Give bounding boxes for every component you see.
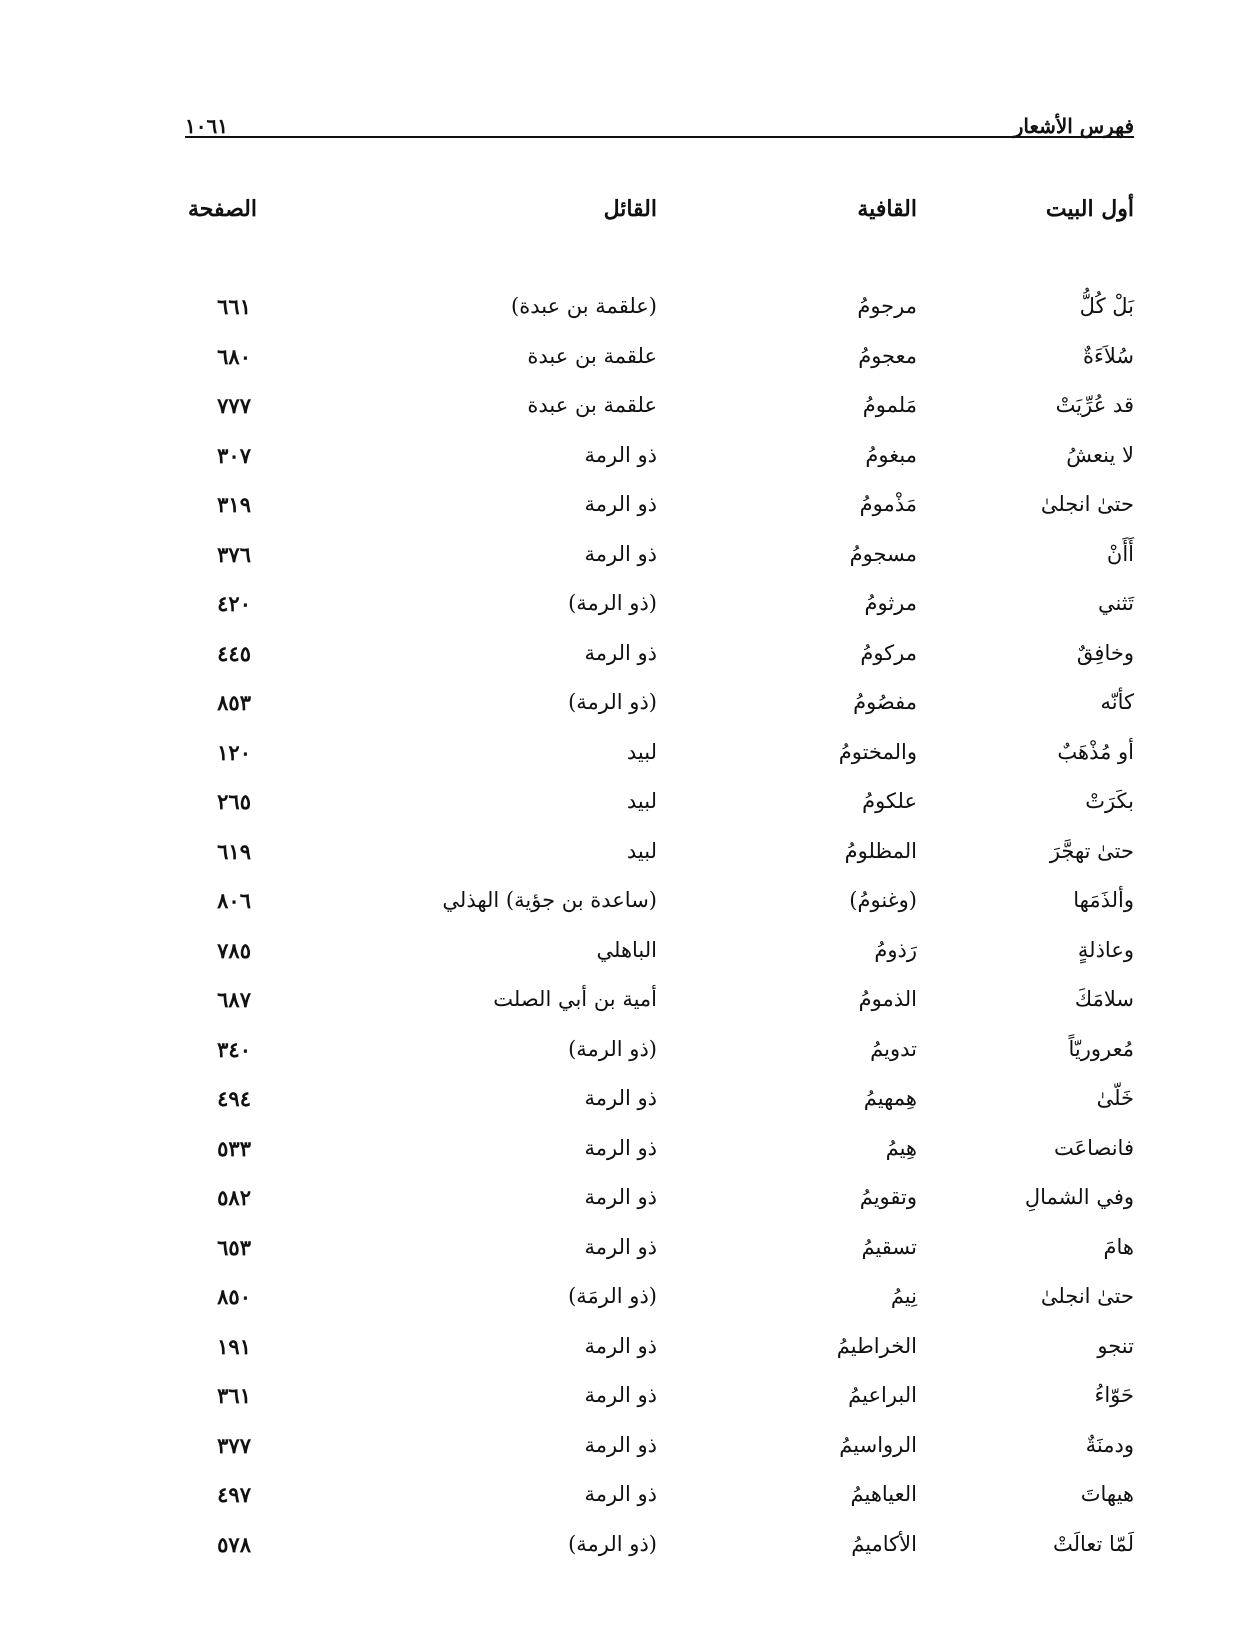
rhyme-cell: مبغومُ xyxy=(865,442,917,467)
rhyme-cell: البراعيمُ xyxy=(848,1383,917,1407)
poem-index-table xyxy=(185,196,1134,1581)
poet-cell: ذو الرمة xyxy=(584,442,657,467)
first-word-cell: فانصاعَت xyxy=(1053,1135,1134,1160)
table-row xyxy=(185,492,1134,542)
rhyme-cell: مسجومُ xyxy=(849,541,917,566)
poet-cell: الباهلي xyxy=(596,937,657,962)
page-cell: ٥٧٨ xyxy=(217,1531,251,1557)
first-word-cell: تَثني xyxy=(1097,591,1134,615)
poet-cell: (ساعدة بن جؤية) الهذلي xyxy=(442,888,657,912)
first-word-cell: وعاذلةٍ xyxy=(1077,937,1134,962)
page-cell: ٤٩٧ xyxy=(217,1482,251,1507)
table-row xyxy=(185,740,1134,790)
first-word-cell: حتىٰ انجلىٰ xyxy=(1040,492,1134,516)
poet-cell: لبيد xyxy=(626,739,657,764)
first-word-cell: بَلْ كُلُّ xyxy=(1079,294,1134,318)
rhyme-cell: مَذْمومُ xyxy=(859,492,917,516)
page-cell: ٤٤٥ xyxy=(217,640,251,666)
first-word-cell: أو مُذْهَبٌ xyxy=(1057,739,1134,764)
table-row xyxy=(185,1086,1134,1136)
page-cell: ٦٨٠ xyxy=(217,343,251,369)
first-word-cell: أَأَنْ xyxy=(1106,541,1134,566)
table-row xyxy=(185,938,1134,988)
rhyme-cell: نِيمُ xyxy=(890,1284,917,1308)
rhyme-cell: العياهيمُ xyxy=(850,1482,917,1506)
table-row xyxy=(185,839,1134,889)
table-row xyxy=(185,789,1134,839)
rhyme-cell: الرواسيمُ xyxy=(839,1432,917,1457)
table-row xyxy=(185,591,1134,641)
poet-cell: (ذو الرمة) xyxy=(568,690,657,714)
column-header-first-word: أول البيت xyxy=(1045,196,1134,222)
poet-cell: ذو الرمة xyxy=(584,541,657,566)
poet-cell: (ذو الرمة) xyxy=(568,1036,657,1061)
table-row xyxy=(185,1383,1134,1433)
poet-cell: ذو الرمة xyxy=(584,1333,657,1358)
page-cell: ٣١٩ xyxy=(217,492,251,517)
table-row xyxy=(185,1482,1134,1532)
page-cell: ٣٦١ xyxy=(217,1383,251,1408)
rhyme-cell: المظلومُ xyxy=(844,838,917,863)
rhyme-cell: مفصُومُ xyxy=(853,690,917,714)
page-cell: ٨٥٣ xyxy=(217,690,251,715)
first-word-cell: حَوّاءُ xyxy=(1094,1383,1134,1407)
first-word-cell: تنجو xyxy=(1097,1333,1134,1358)
table-row xyxy=(185,1284,1134,1334)
poet-cell: علقمة بن عبدة xyxy=(527,393,657,417)
poet-cell: ذو الرمة xyxy=(584,1135,657,1160)
page-cell: ٦٦١ xyxy=(217,294,251,319)
page-cell: ٨٠٦ xyxy=(217,888,251,913)
poet-cell: (ذو الرمة) xyxy=(568,591,657,615)
rhyme-cell: الخراطيمُ xyxy=(836,1333,917,1358)
page-cell: ٧٨٥ xyxy=(217,937,251,963)
rhyme-cell: والمختومُ xyxy=(838,739,917,764)
poet-cell: ذو الرمة xyxy=(584,1482,657,1506)
page-cell: ٦١٩ xyxy=(217,838,251,864)
rhyme-cell: مرثومُ xyxy=(864,591,917,615)
page-cell: ٦٨٧ xyxy=(217,987,251,1012)
table-row xyxy=(185,641,1134,691)
rhyme-cell: الأكاميمُ xyxy=(851,1531,917,1556)
table-row xyxy=(185,1136,1134,1186)
poet-cell: أمية بن أبي الصلت xyxy=(493,987,657,1011)
rhyme-cell: (وغنومُ) xyxy=(849,888,917,912)
table-header-row xyxy=(185,196,1134,230)
page-cell: ٦٥٣ xyxy=(217,1234,251,1260)
header-rule xyxy=(185,136,1134,138)
page-cell: ٣٠٧ xyxy=(217,442,251,468)
rhyme-cell: تسقيمُ xyxy=(861,1234,917,1259)
table-row xyxy=(185,888,1134,938)
table-row xyxy=(185,393,1134,443)
page-cell: ٥٣٣ xyxy=(217,1135,251,1161)
page-number: ١٠٦١ xyxy=(185,114,228,138)
page-cell: ٤٢٠ xyxy=(217,591,251,616)
poet-cell: (ذو الرمة) xyxy=(568,1531,657,1556)
first-word-cell: هيهاتَ xyxy=(1080,1482,1134,1506)
rhyme-cell: معجومُ xyxy=(858,343,917,368)
table-row xyxy=(185,690,1134,740)
rhyme-cell: وتقويمُ xyxy=(859,1185,917,1209)
first-word-cell: لا ينعشُ xyxy=(1066,442,1134,467)
page-cell: ٢٦٥ xyxy=(217,789,251,814)
column-header-poet: القائل xyxy=(603,196,657,222)
table-row xyxy=(185,1334,1134,1384)
poet-cell: (علقمة بن عبدة) xyxy=(511,294,657,318)
first-word-cell: وفي الشمالِ xyxy=(1024,1185,1134,1209)
first-word-cell: لَمّا تعالَتْ xyxy=(1052,1531,1134,1556)
first-word-cell: قد عُرِّيَتْ xyxy=(1055,393,1134,417)
rhyme-cell: الذمومُ xyxy=(858,987,917,1011)
page-cell: ٣٧٧ xyxy=(217,1432,251,1458)
rhyme-cell: هِمهيمُ xyxy=(863,1086,917,1110)
page-cell: ٨٥٠ xyxy=(217,1284,251,1309)
page-cell: ٥٨٢ xyxy=(217,1185,251,1210)
table-row xyxy=(185,1532,1134,1582)
rhyme-cell: علكومُ xyxy=(862,789,917,813)
page-cell: ١٢٠ xyxy=(217,739,251,765)
rhyme-cell: تدويمُ xyxy=(870,1036,917,1061)
rhyme-cell: هِيمُ xyxy=(885,1135,917,1160)
first-word-cell: كأنّه xyxy=(1100,690,1134,714)
first-word-cell: وخافِقٌ xyxy=(1076,640,1134,665)
running-header xyxy=(185,104,1134,138)
first-word-cell: حتىٰ انجلىٰ xyxy=(1040,1284,1134,1308)
rhyme-cell: مَلمومُ xyxy=(862,393,917,417)
page-cell: ٣٤٠ xyxy=(217,1036,251,1062)
poet-cell: ذو الرمة xyxy=(584,1432,657,1457)
first-word-cell: بكَرَتْ xyxy=(1085,789,1134,813)
table-row xyxy=(185,344,1134,394)
poet-cell: ذو الرمة xyxy=(584,1383,657,1407)
first-word-cell: سُلاَءَةٌ xyxy=(1082,343,1134,368)
table-row xyxy=(185,443,1134,493)
first-word-cell: ودمنَةٌ xyxy=(1085,1432,1134,1457)
table-row xyxy=(185,1185,1134,1235)
column-header-page: الصفحة xyxy=(187,196,257,222)
poet-cell: ذو الرمة xyxy=(584,1086,657,1110)
rhyme-cell: رَذومُ xyxy=(874,937,917,962)
table-row xyxy=(185,294,1134,344)
poet-cell: ذو الرمة xyxy=(584,1234,657,1259)
page-cell: ٤٩٤ xyxy=(217,1086,251,1111)
poet-cell: علقمة بن عبدة xyxy=(527,343,657,368)
poet-cell: لبيد xyxy=(626,838,657,863)
table-row xyxy=(185,542,1134,592)
poet-cell: ذو الرمة xyxy=(584,492,657,516)
first-word-cell: وألذَمَها xyxy=(1073,888,1134,912)
running-title: فهرس الأشعار xyxy=(1013,114,1134,138)
first-word-cell: مُعروريّاً xyxy=(1068,1036,1134,1061)
table-row xyxy=(185,1037,1134,1087)
page-cell: ١٩١ xyxy=(217,1333,251,1359)
poet-cell: لبيد xyxy=(626,789,657,813)
first-word-cell: حتىٰ تهجَّرَ xyxy=(1049,838,1134,863)
page-cell: ٧٧٧ xyxy=(217,393,251,418)
table-row xyxy=(185,1235,1134,1285)
poet-cell: ذو الرمة xyxy=(584,640,657,665)
poet-cell: (ذو الرمَة) xyxy=(568,1284,657,1308)
column-header-rhyme: القافية xyxy=(857,196,917,222)
first-word-cell: سلامَكَ xyxy=(1074,987,1134,1011)
poet-cell: ذو الرمة xyxy=(584,1185,657,1209)
table-row xyxy=(185,987,1134,1037)
rhyme-cell: مرجومُ xyxy=(857,294,917,318)
page-cell: ٣٧٦ xyxy=(217,541,251,567)
first-word-cell: خَلّىٰ xyxy=(1096,1086,1134,1110)
first-word-cell: هامَ xyxy=(1103,1234,1134,1259)
rhyme-cell: مركومُ xyxy=(860,640,917,665)
table-row xyxy=(185,1433,1134,1483)
